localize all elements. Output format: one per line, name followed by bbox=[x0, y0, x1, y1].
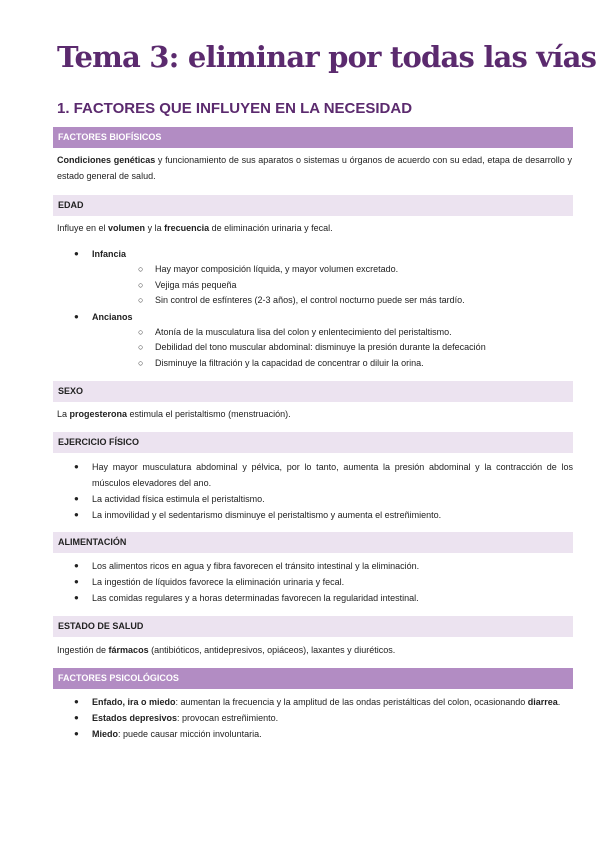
list-item bbox=[57, 309, 573, 372]
group-label: Infancia bbox=[92, 249, 127, 259]
sub-list-item bbox=[92, 325, 573, 341]
text: y la bbox=[145, 223, 165, 233]
sub-list-item bbox=[92, 340, 573, 356]
text: de eliminación urinaria y fecal. bbox=[209, 223, 333, 233]
sub-item-text: Hay mayor composición líquida, y mayor volumen excretado. bbox=[155, 264, 399, 274]
list-item bbox=[57, 459, 573, 491]
bullet-icon: ● bbox=[74, 593, 79, 602]
list-item bbox=[57, 574, 573, 590]
bold-text: fármacos bbox=[108, 645, 149, 655]
list-item bbox=[57, 590, 573, 606]
bold-text: frecuencia bbox=[164, 223, 210, 233]
section-heading: 1. FACTORES QUE INFLUYEN EN LA NECESIDAD bbox=[57, 100, 413, 117]
band-alimentacion: ALIMENTACIÓN bbox=[53, 532, 573, 553]
sub-list bbox=[92, 325, 573, 372]
edad-list bbox=[57, 246, 573, 371]
bullet-icon: ● bbox=[74, 561, 79, 570]
list-item bbox=[57, 558, 573, 574]
item-text: Las comidas regulares y a horas determinadas favorecen la regularidad intestinal. bbox=[92, 593, 419, 603]
text: Ingestión de bbox=[57, 645, 109, 655]
page-title: Tema 3: eliminar por todas las vías bbox=[57, 40, 597, 74]
text: Influye en el bbox=[57, 223, 109, 233]
circle-bullet-icon: ○ bbox=[138, 279, 144, 290]
item-text: La ingestión de líquidos favorece la eliminación urinaria y fecal. bbox=[92, 577, 345, 587]
bullet-icon: ● bbox=[74, 510, 79, 519]
edad-intro bbox=[57, 220, 572, 236]
circle-bullet-icon: ○ bbox=[138, 326, 144, 337]
list-item bbox=[57, 491, 573, 507]
sub-list-item bbox=[92, 262, 573, 278]
item-text: . bbox=[557, 697, 561, 707]
circle-bullet-icon: ○ bbox=[138, 357, 144, 368]
band-edad: EDAD bbox=[53, 195, 573, 216]
paragraph-text: y funcionamiento de sus aparatos o sistemas u órganos de acuerdo con su edad, etapa de desarrollo y estado general de salud. bbox=[57, 155, 572, 181]
sub-list bbox=[92, 262, 573, 309]
sub-list-item bbox=[92, 278, 573, 294]
item-text: : aumentan la frecuencia y la amplitud de las ondas peristálticas del colon, ocasionando bbox=[175, 697, 528, 707]
list-item bbox=[57, 710, 573, 726]
item-text: Los alimentos ricos en agua y fibra favorecen el tránsito intestinal y la eliminación. bbox=[92, 561, 420, 571]
item-text: : provocan estreñimiento. bbox=[177, 713, 279, 723]
sexo-paragraph bbox=[57, 406, 572, 422]
bold-text: Enfado, ira o miedo bbox=[92, 697, 176, 707]
bullet-icon: ● bbox=[74, 249, 79, 258]
band-sexo: SEXO bbox=[53, 381, 573, 402]
bold-text: diarrea bbox=[527, 697, 558, 707]
psicologicos-list bbox=[57, 694, 573, 742]
sub-item-text: Vejiga más pequeña bbox=[155, 279, 237, 290]
bullet-icon: ● bbox=[74, 494, 79, 503]
text: La bbox=[57, 409, 70, 419]
sub-list-item bbox=[92, 293, 573, 309]
bold-text: Estados depresivos bbox=[92, 713, 178, 723]
band-factores-psicologicos: FACTORES PSICOLÓGICOS bbox=[53, 668, 573, 689]
sub-list-item bbox=[92, 356, 573, 372]
item-text: Hay mayor musculatura abdominal y pélvica, por lo tanto, aumenta la presión abdominal y la contracción de los músculos elevadores del ano. bbox=[92, 462, 573, 488]
sub-item-text: Disminuye la filtración y la capacidad de concentrar o diluir la orina. bbox=[155, 357, 424, 368]
bullet-icon: ● bbox=[74, 462, 79, 471]
item-text: La inmovilidad y el sedentarismo disminuye el peristaltismo y aumenta el estreñimiento. bbox=[92, 510, 442, 520]
group-label: Ancianos bbox=[92, 311, 133, 322]
alimentacion-list bbox=[57, 558, 573, 606]
list-item bbox=[57, 246, 573, 309]
bullet-icon: ● bbox=[74, 697, 79, 706]
bold-text: Condiciones genéticas bbox=[57, 155, 156, 165]
text: (antibióticos, antidepresivos, opiáceos), laxantes y diuréticos. bbox=[148, 645, 396, 655]
item-text: La actividad física estimula el peristaltismo. bbox=[92, 494, 265, 504]
bullet-icon: ● bbox=[74, 729, 79, 738]
bold-text: volumen bbox=[108, 223, 146, 233]
circle-bullet-icon: ○ bbox=[138, 264, 144, 274]
text: estimula el peristaltismo (menstruación). bbox=[127, 409, 291, 419]
item-text: : puede causar micción involuntaria. bbox=[118, 729, 262, 739]
list-item bbox=[57, 507, 573, 523]
band-estado-de-salud: ESTADO DE SALUD bbox=[53, 616, 573, 637]
sub-item-text: Sin control de esfínteres (2-3 años), el control nocturno puede ser más tardío. bbox=[155, 295, 465, 305]
sub-item-text: Atonía de la musculatura lisa del colon y enlentecimiento del peristaltismo. bbox=[155, 326, 452, 337]
circle-bullet-icon: ○ bbox=[138, 342, 144, 352]
list-item bbox=[57, 726, 573, 742]
circle-bullet-icon: ○ bbox=[138, 295, 144, 305]
band-factores-biofisicos: FACTORES BIOFÍSICOS bbox=[53, 127, 573, 148]
bullet-icon: ● bbox=[74, 311, 79, 321]
band-ejercicio-fisico: EJERCICIO FÍSICO bbox=[53, 432, 573, 453]
ejercicio-list bbox=[57, 459, 573, 523]
bullet-icon: ● bbox=[74, 577, 79, 586]
bold-text: progesterona bbox=[69, 409, 128, 419]
estado-salud-paragraph bbox=[57, 642, 572, 658]
bold-text: Miedo bbox=[92, 729, 118, 739]
bullet-icon: ● bbox=[74, 713, 79, 722]
list-item bbox=[57, 694, 573, 710]
biofisicos-paragraph bbox=[57, 152, 572, 184]
sub-item-text: Debilidad del tono muscular abdominal: disminuye la presión durante la defecación bbox=[155, 342, 486, 352]
